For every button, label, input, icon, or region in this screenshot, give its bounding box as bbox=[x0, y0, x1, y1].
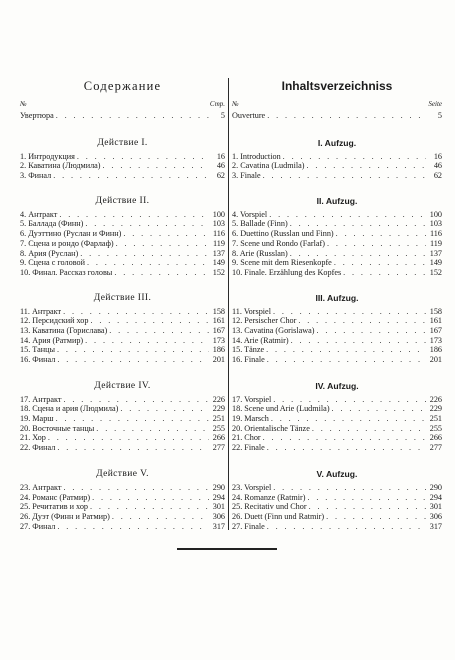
toc-entry-label: 8. Arie (Russlan) bbox=[232, 248, 288, 258]
dot-leader bbox=[59, 210, 209, 220]
toc-row bbox=[232, 424, 442, 434]
toc-entry-label: 15. Tänze bbox=[232, 345, 265, 355]
toc-page-number: 137 bbox=[212, 248, 225, 258]
dot-leader bbox=[112, 512, 209, 522]
toc-entry-label: 11. Антракт bbox=[20, 306, 62, 316]
toc-page-number: 301 bbox=[429, 502, 442, 512]
dot-leader bbox=[273, 483, 426, 493]
toc-entry-label: 18. Сцена и ария (Людмила) bbox=[20, 404, 119, 414]
act-heading: I. Aufzug. bbox=[317, 137, 357, 148]
dot-leader bbox=[307, 161, 426, 171]
toc-page-number: 149 bbox=[212, 258, 225, 268]
dot-leader bbox=[103, 161, 209, 171]
toc-row bbox=[232, 512, 442, 522]
toc-page-number: 62 bbox=[433, 171, 442, 181]
dot-leader bbox=[317, 326, 426, 336]
page-header: Seite bbox=[428, 100, 442, 108]
toc-page-number: 161 bbox=[212, 316, 225, 326]
dot-leader bbox=[273, 395, 426, 405]
toc-row bbox=[232, 219, 442, 229]
toc-row bbox=[20, 483, 225, 493]
toc-page-number: 173 bbox=[429, 335, 442, 345]
dot-leader bbox=[267, 522, 426, 532]
toc-row bbox=[20, 512, 225, 522]
dot-leader bbox=[123, 229, 209, 239]
dot-leader bbox=[290, 249, 426, 259]
dot-leader bbox=[56, 111, 209, 121]
toc-entry-label: 14. Ария (Ратмир) bbox=[20, 335, 84, 345]
toc-row bbox=[20, 249, 225, 259]
dot-leader bbox=[326, 512, 426, 522]
toc-row bbox=[232, 336, 442, 346]
dot-leader bbox=[57, 345, 209, 355]
toc-page-number: 201 bbox=[212, 355, 225, 364]
dot-leader bbox=[90, 502, 209, 512]
toc-row bbox=[20, 424, 225, 434]
dot-leader bbox=[334, 258, 426, 268]
toc-row bbox=[20, 219, 225, 229]
dot-leader bbox=[87, 258, 209, 268]
toc-row bbox=[232, 404, 442, 414]
toc-row bbox=[232, 249, 442, 259]
dot-leader bbox=[267, 355, 426, 365]
toc-entry-label: 11. Vorspiel bbox=[232, 306, 271, 316]
dot-leader bbox=[307, 493, 426, 503]
toc-page-number: 16 bbox=[216, 151, 225, 161]
toc-row bbox=[232, 210, 442, 220]
toc-row bbox=[232, 433, 442, 443]
toc-entry-label: 17. Антракт bbox=[20, 394, 62, 404]
toc-page-number: 290 bbox=[212, 482, 225, 492]
toc-entry-label: 16. Финал bbox=[20, 355, 56, 364]
toc-entry-label: 20. Восточные танцы bbox=[20, 423, 95, 433]
toc-page-number: 317 bbox=[429, 521, 442, 531]
toc-entry-label: 26. Duett (Finn und Ratmir) bbox=[232, 511, 325, 521]
dot-leader bbox=[109, 326, 209, 336]
toc-row bbox=[20, 111, 225, 121]
dot-leader bbox=[120, 404, 209, 414]
dot-leader bbox=[267, 443, 426, 453]
dot-leader bbox=[63, 307, 209, 317]
dot-leader bbox=[48, 433, 209, 443]
act-heading: III. Aufzug. bbox=[315, 292, 359, 303]
toc-row bbox=[232, 316, 442, 326]
toc-page-number: 152 bbox=[212, 267, 225, 277]
dot-leader bbox=[263, 433, 426, 443]
toc-entry-label: 7. Сцена и рондо (Фарлаф) bbox=[20, 238, 114, 248]
toc-page-number: 229 bbox=[429, 404, 442, 414]
toc-entry-label: 26. Дуэт (Финн и Ратмир) bbox=[20, 511, 110, 521]
dot-leader bbox=[114, 268, 209, 278]
toc-page-number: 306 bbox=[429, 511, 442, 521]
toc-page-number: 100 bbox=[429, 209, 442, 219]
toc-row bbox=[232, 355, 442, 365]
end-rule bbox=[177, 548, 277, 550]
toc-page-number: 158 bbox=[212, 306, 225, 316]
act-heading: V. Aufzug. bbox=[316, 468, 358, 479]
toc-entry-label: 20. Orientalische Tänze bbox=[232, 423, 310, 433]
toc-page-number: 306 bbox=[212, 511, 225, 521]
toc-entry-label: 2. Cavatina (Ludmila) bbox=[232, 161, 305, 171]
toc-row bbox=[20, 316, 225, 326]
toc-entry-label: 6. Duettino (Russlan und Finn) bbox=[232, 229, 334, 239]
toc-page-number: 152 bbox=[429, 267, 442, 277]
toc-row bbox=[232, 307, 442, 317]
dot-leader bbox=[336, 229, 426, 239]
toc-entry-label: 13. Cavatina (Gorislawa) bbox=[232, 325, 315, 335]
dot-leader bbox=[309, 502, 426, 512]
toc-entry-label: 9. Scene mit dem Riesenkopfe bbox=[232, 258, 332, 268]
toc-entry-label: 6. Дуэттино (Руслан и Финн) bbox=[20, 229, 122, 239]
dot-leader bbox=[85, 219, 209, 229]
dot-leader bbox=[343, 268, 426, 278]
toc-page-number: 277 bbox=[212, 443, 225, 453]
toc-entry-label: 7. Scene und Rondo (Farlaf) bbox=[232, 238, 325, 248]
toc-page-number: 251 bbox=[212, 414, 225, 424]
dot-leader bbox=[57, 355, 209, 365]
toc-page-number: 167 bbox=[212, 325, 225, 335]
toc-entry-label: 10. Финал. Рассказ головы bbox=[20, 267, 113, 277]
toc-row bbox=[20, 522, 225, 532]
toc-entry-label: 27. Финал bbox=[20, 521, 56, 531]
toc-entry-label: 2. Каватина (Людмила) bbox=[20, 161, 101, 171]
toc-entry-label: 12. Персидский хор bbox=[20, 316, 89, 326]
toc-row bbox=[20, 152, 225, 162]
toc-row bbox=[20, 502, 225, 512]
toc-entry-label: 12. Persischer Chor bbox=[232, 316, 297, 326]
dot-leader bbox=[53, 171, 209, 181]
dot-leader bbox=[57, 443, 209, 453]
dot-leader bbox=[56, 414, 209, 424]
toc-row bbox=[232, 171, 442, 181]
toc-row bbox=[20, 355, 225, 365]
toc-row bbox=[20, 395, 225, 405]
toc-page-number: 149 bbox=[429, 258, 442, 268]
toc-row bbox=[20, 336, 225, 346]
toc-entry-label: Ouverture bbox=[232, 111, 266, 120]
toc-page-number: 46 bbox=[433, 161, 442, 171]
toc-entry-label: 19. Marsch bbox=[232, 414, 269, 424]
toc-row bbox=[232, 493, 442, 503]
toc-row bbox=[20, 229, 225, 239]
dot-leader bbox=[80, 249, 209, 259]
dot-leader bbox=[269, 210, 426, 220]
toc-entry-label: 16. Finale bbox=[232, 355, 265, 364]
toc-entry-label: 4. Антракт bbox=[20, 209, 58, 219]
toc-entry-label: 23. Vorspiel bbox=[232, 482, 272, 492]
toc-page-number: 103 bbox=[429, 219, 442, 229]
toc-entry-label: Увертюра bbox=[20, 111, 54, 120]
toc-entry-label: 21. Хор bbox=[20, 433, 46, 443]
toc-entry-label: 4. Vorspiel bbox=[232, 209, 268, 219]
toc-page-number: 186 bbox=[429, 345, 442, 355]
page-header: Стр. bbox=[209, 100, 225, 108]
german-contents-column bbox=[232, 78, 442, 531]
toc-page-number: 201 bbox=[429, 355, 442, 364]
toc-page-number: 16 bbox=[433, 151, 442, 161]
toc-page-number: 317 bbox=[212, 521, 225, 531]
toc-page-number: 255 bbox=[212, 423, 225, 433]
toc-row bbox=[20, 443, 225, 453]
toc-row bbox=[232, 522, 442, 532]
dot-leader bbox=[283, 152, 426, 162]
dot-leader bbox=[91, 316, 210, 326]
toc-entry-label: 10. Finale. Erzählung des Kopfes bbox=[232, 267, 342, 277]
toc-row bbox=[232, 229, 442, 239]
toc-entry-label: 27. Finale bbox=[232, 521, 265, 531]
toc-page-number: 277 bbox=[429, 443, 442, 453]
toc-row bbox=[20, 345, 225, 355]
toc-entry-label: 1. Introduction bbox=[232, 151, 281, 161]
act-heading: Действие III. bbox=[93, 292, 152, 303]
dot-leader bbox=[266, 345, 426, 355]
toc-page-number: 5 bbox=[220, 111, 225, 120]
dot-leader bbox=[57, 522, 209, 532]
toc-page-number: 294 bbox=[429, 492, 442, 502]
toc-page-number: 62 bbox=[216, 171, 225, 181]
column-divider bbox=[228, 78, 229, 530]
toc-row bbox=[20, 161, 225, 171]
toc-page-number: 294 bbox=[212, 492, 225, 502]
toc-row bbox=[20, 307, 225, 317]
dot-leader bbox=[273, 307, 426, 317]
toc-row bbox=[232, 443, 442, 453]
toc-page-number: 116 bbox=[430, 229, 442, 239]
dot-leader bbox=[332, 404, 426, 414]
toc-entry-label: 5. Баллада (Финн) bbox=[20, 219, 84, 229]
toc-page-number: 173 bbox=[212, 335, 225, 345]
act-heading: II. Aufzug. bbox=[316, 195, 358, 206]
toc-row bbox=[20, 268, 225, 278]
act-heading: Действие V. bbox=[96, 468, 149, 479]
toc-entry-label: 22. Finale bbox=[232, 443, 265, 453]
toc-entry-label: 9. Сцена с головой bbox=[20, 258, 86, 268]
toc-page-number: 255 bbox=[429, 423, 442, 433]
toc-page-number: 116 bbox=[213, 229, 225, 239]
toc-entry-label: 13. Каватина (Горислава) bbox=[20, 325, 108, 335]
toc-page-number: 119 bbox=[430, 238, 442, 248]
dot-leader bbox=[92, 493, 209, 503]
toc-entry-label: 24. Romanze (Ratmir) bbox=[232, 492, 306, 502]
contents-title: Inhaltsverzeichniss bbox=[281, 79, 393, 93]
toc-row bbox=[20, 414, 225, 424]
toc-row bbox=[20, 210, 225, 220]
toc-entry-label: 23. Антракт bbox=[20, 482, 62, 492]
toc-page-number: 167 bbox=[429, 325, 442, 335]
dot-leader bbox=[327, 239, 426, 249]
toc-row bbox=[20, 258, 225, 268]
dot-leader bbox=[291, 336, 426, 346]
dot-leader bbox=[290, 219, 426, 229]
act-heading: Действие I. bbox=[97, 137, 148, 148]
toc-row bbox=[20, 326, 225, 336]
toc-page-number: 251 bbox=[429, 414, 442, 424]
toc-row bbox=[232, 483, 442, 493]
toc-page-number: 266 bbox=[212, 433, 225, 443]
toc-row bbox=[232, 152, 442, 162]
toc-row bbox=[20, 404, 225, 414]
toc-entry-label: 24. Романс (Ратмир) bbox=[20, 492, 91, 502]
contents-title: Содержание bbox=[83, 79, 162, 93]
toc-entry-label: 3. Finale bbox=[232, 171, 261, 181]
dot-leader bbox=[63, 395, 209, 405]
toc-entry-label: 14. Arie (Ratmir) bbox=[232, 335, 289, 345]
dot-leader bbox=[85, 336, 209, 346]
toc-entry-label: 8. Ария (Руслан) bbox=[20, 248, 79, 258]
toc-entry-label: 25. Recitativ und Chor bbox=[232, 502, 307, 512]
toc-row bbox=[232, 326, 442, 336]
dot-leader bbox=[267, 111, 426, 121]
toc-row bbox=[20, 493, 225, 503]
dot-leader bbox=[63, 483, 209, 493]
column-header bbox=[232, 100, 442, 109]
toc-row bbox=[232, 414, 442, 424]
toc-page-number: 229 bbox=[212, 404, 225, 414]
toc-entry-label: 17. Vorspiel bbox=[232, 394, 272, 404]
toc-page-number: 226 bbox=[212, 394, 225, 404]
dot-leader bbox=[96, 424, 209, 434]
toc-entry-label: 5. Ballade (Finn) bbox=[232, 219, 288, 229]
toc-entry-label: 1. Интродукция bbox=[20, 151, 75, 161]
number-header: № bbox=[232, 100, 239, 108]
russian-contents-column bbox=[20, 78, 225, 531]
toc-page-number: 290 bbox=[429, 482, 442, 492]
dot-leader bbox=[116, 239, 209, 249]
toc-row bbox=[232, 395, 442, 405]
dot-leader bbox=[312, 424, 426, 434]
toc-page-number: 5 bbox=[437, 111, 442, 120]
toc-page-number: 186 bbox=[212, 345, 225, 355]
dot-leader bbox=[263, 171, 426, 181]
toc-entry-label: 3. Финал bbox=[20, 171, 52, 181]
toc-page-number: 119 bbox=[213, 238, 225, 248]
toc-page-number: 103 bbox=[212, 219, 225, 229]
act-heading: Действие IV. bbox=[94, 380, 151, 391]
toc-page-number: 100 bbox=[212, 209, 225, 219]
toc-row bbox=[232, 258, 442, 268]
act-heading: Действие II. bbox=[95, 195, 150, 206]
dot-leader bbox=[77, 152, 209, 162]
toc-page-number: 161 bbox=[429, 316, 442, 326]
number-header: № bbox=[20, 100, 27, 108]
toc-row bbox=[232, 161, 442, 171]
toc-row bbox=[20, 171, 225, 181]
toc-entry-label: 18. Scene und Arie (Ludmila) bbox=[232, 404, 330, 414]
toc-row bbox=[20, 433, 225, 443]
toc-page-number: 158 bbox=[429, 306, 442, 316]
toc-page-number: 266 bbox=[429, 433, 442, 443]
toc-entry-label: 25. Речитатив и хор bbox=[20, 502, 89, 512]
toc-entry-label: 15. Танцы bbox=[20, 345, 55, 355]
dot-leader bbox=[271, 414, 426, 424]
toc-row bbox=[20, 239, 225, 249]
dot-leader bbox=[298, 316, 426, 326]
toc-row bbox=[232, 268, 442, 278]
toc-page-number: 46 bbox=[216, 161, 225, 171]
toc-row bbox=[232, 111, 442, 121]
column-header bbox=[20, 100, 225, 109]
toc-page-number: 301 bbox=[212, 502, 225, 512]
toc-row bbox=[232, 239, 442, 249]
toc-row bbox=[232, 345, 442, 355]
toc-entry-label: 22. Финал bbox=[20, 443, 56, 453]
act-heading: IV. Aufzug. bbox=[315, 380, 359, 391]
toc-row bbox=[232, 502, 442, 512]
toc-page-number: 137 bbox=[429, 248, 442, 258]
toc-entry-label: 21. Chor bbox=[232, 433, 261, 443]
toc-page-number: 226 bbox=[429, 394, 442, 404]
toc-entry-label: 19. Марш bbox=[20, 414, 54, 424]
